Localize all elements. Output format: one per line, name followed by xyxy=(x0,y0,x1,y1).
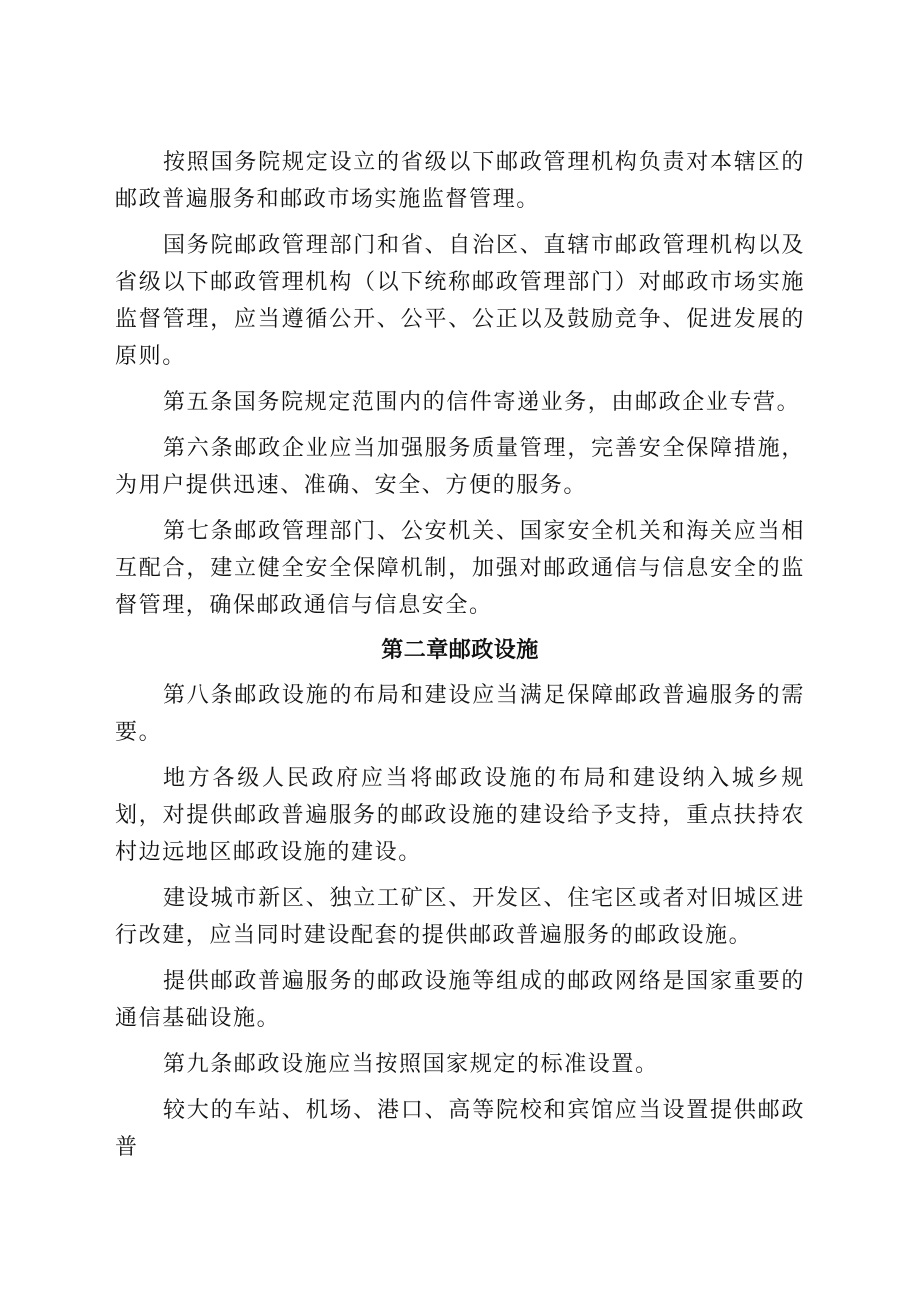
paragraph-article-5: 第五条国务院规定范围内的信件寄递业务，由邮政企业专营。 xyxy=(163,390,801,415)
paragraph-new-districts: 建设城市新区、独立工矿区、开发区、住宅区或者对旧城区进行改建，应当同时建设配套的提供邮政普遍服务的邮政设施。 xyxy=(115,886,805,948)
paragraph-article-6: 第六条邮政企业应当加强服务质量管理，完善安全保障措施，为用户提供迅速、准确、安全、方便的服务。 xyxy=(115,436,805,498)
paragraph-local-government: 地方各级人民政府应当将邮政设施的布局和建设纳入城乡规划，对提供邮政普遍服务的邮政设施的建设给予支持，重点扶持农村边远地区邮政设施的建设。 xyxy=(115,766,805,865)
document-body xyxy=(115,144,805,1175)
paragraph-article-9: 第九条邮政设施应当按照国家规定的标准设置。 xyxy=(163,1052,659,1077)
paragraph-article-7: 第七条邮政管理部门、公安机关、国家安全机关和海关应当相互配合，建立健全安全保障机制，加强对邮政通信与信息安全的监督管理，确保邮政通信与信息安全。 xyxy=(115,519,805,618)
chapter-heading: 第二章邮政设施 xyxy=(381,638,539,663)
paragraph-supervision-principles: 国务院邮政管理部门和省、自治区、直辖市邮政管理机构以及省级以下邮政管理机构（以下统称邮政管理部门）对邮政市场实施监督管理，应当遵循公开、公平、公正以及鼓励竞争、促进发展的原则。 xyxy=(115,233,805,369)
paragraph-large-facilities: 较大的车站、机场、港口、高等院校和宾馆应当设置提供邮政普 xyxy=(115,1098,805,1160)
paragraph-postal-network: 提供邮政普遍服务的邮政设施等组成的邮政网络是国家重要的通信基础设施。 xyxy=(115,969,805,1031)
paragraph-article-8: 第八条邮政设施的布局和建设应当满足保障邮政普遍服务的需要。 xyxy=(115,683,805,745)
paragraph-supervision-provincial: 按照国务院规定设立的省级以下邮政管理机构负责对本辖区的邮政普遍服务和邮政市场实施监督管理。 xyxy=(115,150,805,212)
